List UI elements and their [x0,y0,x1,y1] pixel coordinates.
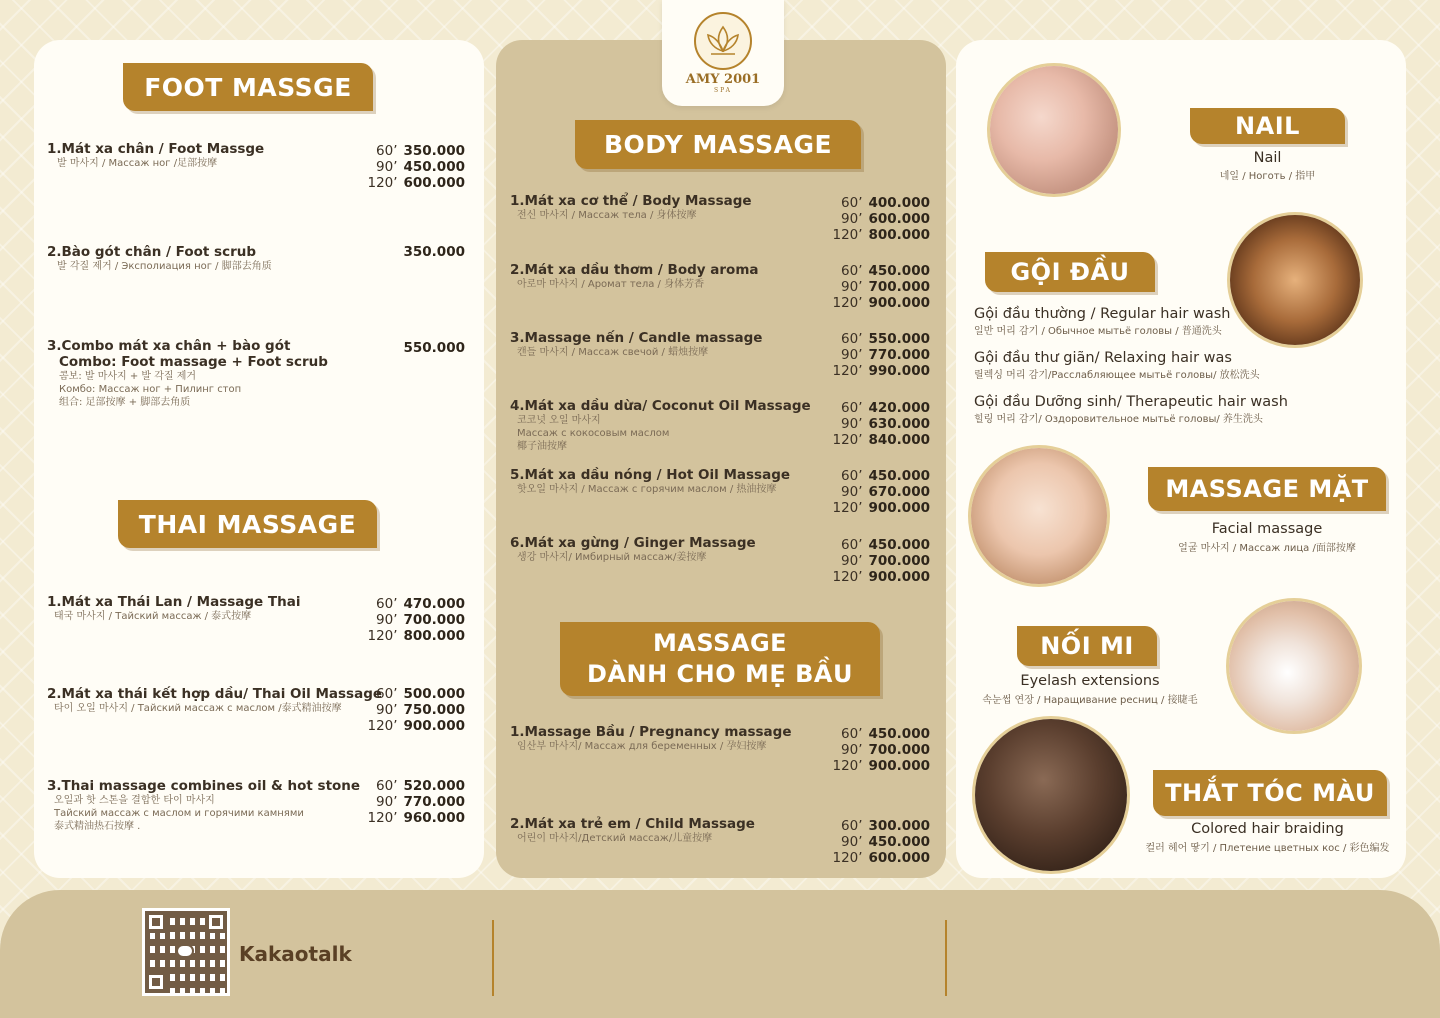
nail-photo [987,63,1121,197]
hair-wash-photo [1227,212,1363,348]
facial-photo [968,445,1110,587]
list-item: 6.Mát xa gừng / Ginger Massage 생강 마사지/ Имбирный массаж/姜按摩 [510,535,756,563]
footer-divider [945,920,947,996]
price-list: 350.000 [403,244,465,260]
nail-sub: 네일 / Ноготь / 指甲 [1219,171,1316,182]
brand-name: AMY 2001 [685,72,761,87]
list-item: 2.Mát xa trẻ em / Child Massage 어린이 마사지/Детский массаж/儿童按摩 [510,816,755,844]
list-item: 4.Mát xa dầu dừa/ Coconut Oil Massage 코코넛 오일 마사지 Массаж с кокосовым маслом 椰子油按摩 [510,398,811,452]
nail-title: NAIL [1190,108,1345,144]
price-list: 60’ 450.000 90’ 700.000 120’ 900.000 [832,263,930,311]
hair-wash-title: GỘI ĐẦU [985,252,1155,292]
price-list: 60’ 450.000 90’ 700.000 120’ 900.000 [832,537,930,585]
eyelash-title: NỐI MI [1017,626,1157,666]
facial-title: MASSAGE MẶT [1148,467,1386,511]
footer-divider [492,920,494,996]
eyelash-sub: 속눈썹 연장 / Наращивание ресниц / 接睫毛 [982,695,1198,706]
list-item: 3.Thai massage combines oil & hot stone 오일과 핫 스톤을 결합한 타이 마사지 Тайский массаж с маслом и горячими камнями 泰式精油热石按摩 . [47,778,361,832]
body-massage-title: BODY MASSAGE [575,120,861,169]
kakao-qr-code[interactable] [142,908,230,996]
eyelash-photo [1226,598,1362,734]
list-item: 3.Combo mát xa chân + bào gót Combo: Foot massage + Foot scrub 콤보: 발 마사지 + 발 각질 제거 Комбо: Массаж ног + Пилинг стоп 组合: 足部按摩 + 脚部去角质 [47,338,328,408]
list-item: 2.Mát xa thái kết hợp dầu/ Thai Oil Massage 타이 오일 마사지 / Тайский массаж с маслом /泰式精油按摩 [47,686,383,714]
facial-name: Facial massage [1211,521,1323,537]
list-item: Gội đầu thư giãn/ Relaxing hair was 릴렉싱 머리 감기/Расслабляющее мытьё головы/ 放松洗头 [974,350,1260,381]
eyelash-name: Eyelash extensions [1020,673,1160,689]
braiding-photo [972,716,1130,874]
list-item: 1.Massage Bầu / Pregnancy massage 임산부 마사지/ Массаж для беременных / 孕妇按摩 [510,724,792,752]
kakaotalk-label: Kakaotalk [239,942,352,966]
nail-name: Nail [1253,150,1282,166]
price-list: 60’ 400.000 90’ 600.000 120’ 800.000 [832,195,930,243]
brand-sub: SPA [714,87,732,94]
price-list: 60’ 300.000 90’ 450.000 120’ 600.000 [832,818,930,866]
braiding-sub: 컬러 헤어 땋기 / Плетение цветных кос / 彩色编发 [1145,843,1390,854]
list-item: 1.Mát xa cơ thể / Body Massage 전신 마사지 / Массаж тела / 身体按摩 [510,193,752,221]
list-item: 2.Bào gót chân / Foot scrub 발 각질 제거 / Эксполиация ног / 脚部去角质 [47,244,272,272]
list-item: 1.Mát xa Thái Lan / Massage Thai 태국 마사지 / Тайский массаж / 泰式按摩 [47,594,301,622]
braiding-title: THẮT TÓC MÀU [1153,770,1387,816]
price-list: 60’ 450.000 90’ 700.000 120’ 900.000 [832,726,930,774]
list-item: 3.Massage nến / Candle massage 캔들 마사지 / Массаж свечой / 蜡烛按摩 [510,330,763,358]
chat-bubble-icon [176,944,194,958]
list-item: Gội đầu thường / Regular hair wash 일반 머리 감기 / Обычное мытьё головы / 普通洗头 [974,306,1231,337]
price-list: 60’ 500.000 90’ 750.000 120’ 900.000 [367,686,465,734]
price-list: 60’ 470.000 90’ 700.000 120’ 800.000 [367,596,465,644]
list-item: 1.Mát xa chân / Foot Massge 발 마사지 / Массаж ног /足部按摩 [47,141,265,169]
list-item: 2.Mát xa dầu thơm / Body aroma 아로마 마사지 / Аромат тела / 身体芳香 [510,262,759,290]
braiding-name: Colored hair braiding [1191,821,1344,837]
foot-massage-title: FOOT MASSGE [123,63,373,111]
price-list: 60’ 520.000 90’ 770.000 120’ 960.000 [367,778,465,826]
thai-massage-title: THAI MASSAGE [118,500,377,548]
price-list: 60’ 450.000 90’ 670.000 120’ 900.000 [832,468,930,516]
lotus-icon [694,12,752,70]
brand-logo [662,0,784,106]
price-list: 60’ 420.000 90’ 630.000 120’ 840.000 [832,400,930,448]
list-item: 5.Mát xa dầu nóng / Hot Oil Massage 핫오일 마사지 / Массаж с горячим маслом / 热油按摩 [510,467,791,495]
list-item: Gội đầu Dưỡng sinh/ Therapeutic hair wash 힐링 머리 감기/ Оздоровительное мытьё головы/ 养生洗头 [974,394,1288,425]
facial-sub: 얼굴 마사지 / Массаж лица /面部按摩 [1178,543,1356,554]
pregnancy-massage-title: MASSAGE DÀNH CHO MẸ BẦU [560,622,880,696]
price-list: 60’ 350.000 90’ 450.000 120’ 600.000 [367,143,465,191]
price-list: 550.000 [403,340,465,356]
price-list: 60’ 550.000 90’ 770.000 120’ 990.000 [832,331,930,379]
